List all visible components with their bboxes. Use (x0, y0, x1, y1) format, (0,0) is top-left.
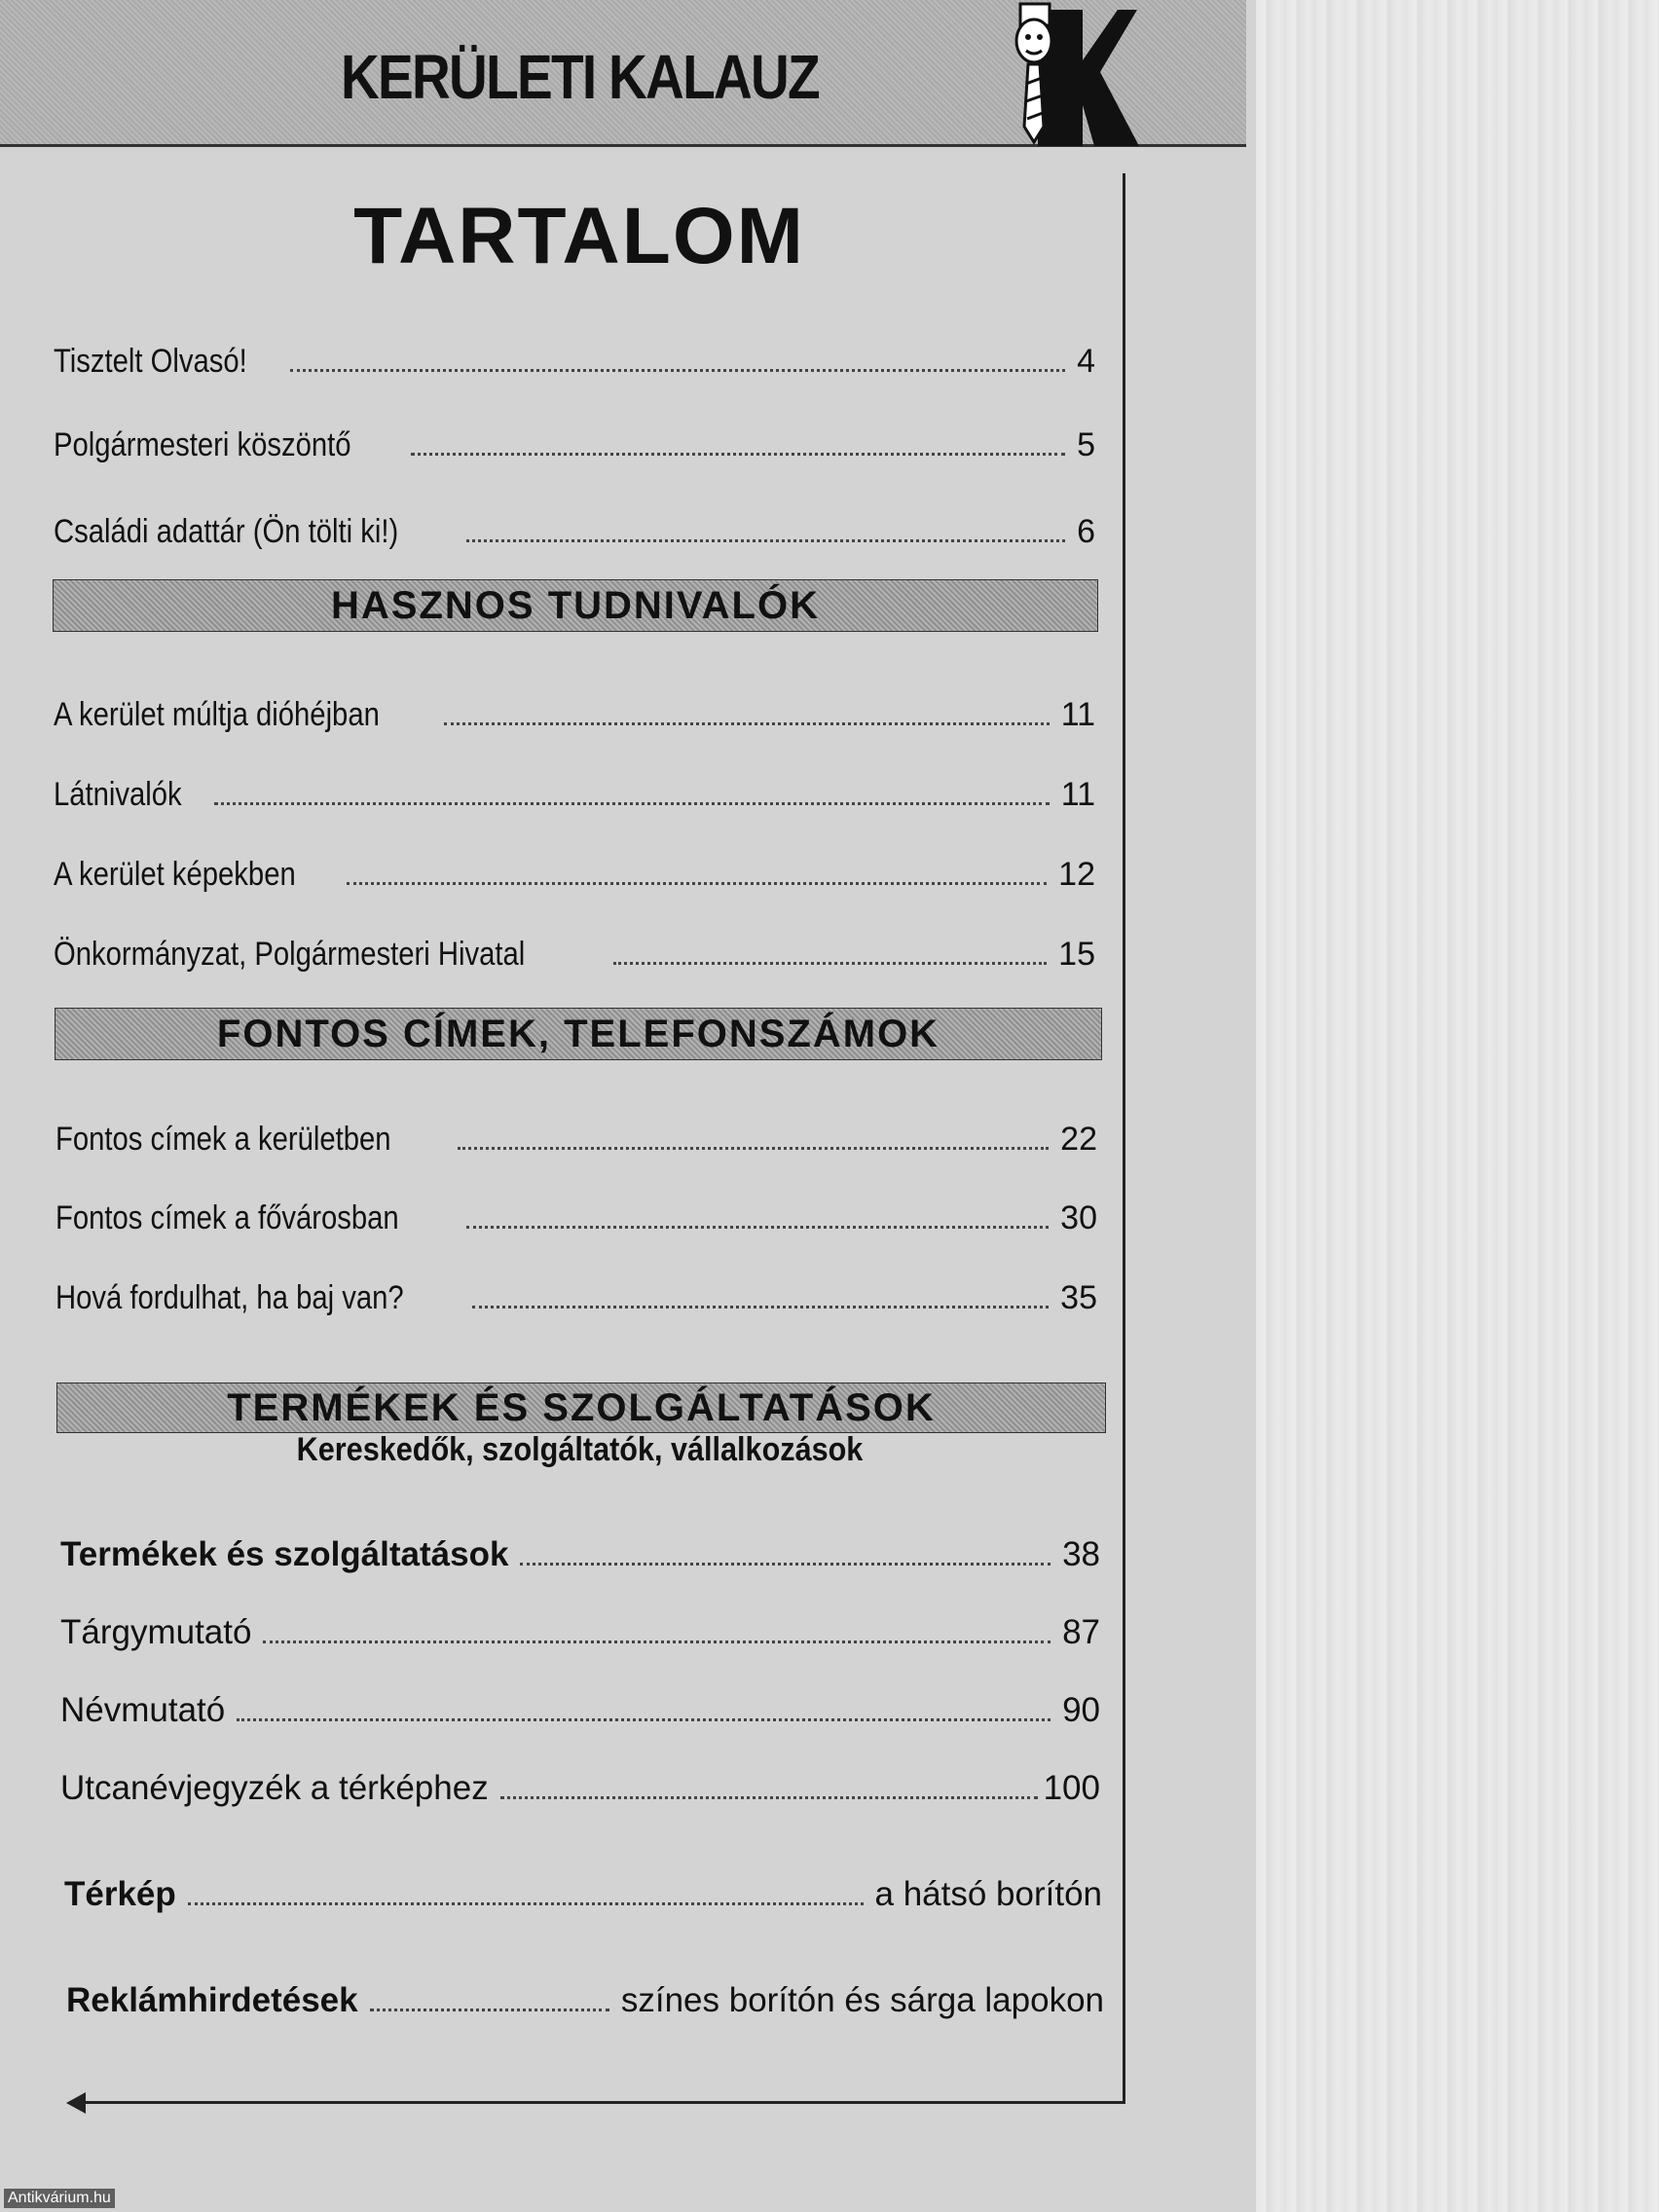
toc-entry-page: 87 (1062, 1613, 1100, 1651)
toc-entry-label: Hová fordulhat, ha baj van? (55, 1279, 404, 1316)
arrow-left-icon (66, 2092, 86, 2114)
toc-entry (54, 936, 1095, 974)
toc-entry-label: Termékek és szolgáltatások (60, 1535, 509, 1573)
frame-line-right (1123, 173, 1125, 2103)
wood-background (1256, 0, 1659, 2212)
dot-leader (370, 2009, 609, 2011)
section-title: HASZNOS TUDNIVALÓK (331, 583, 820, 627)
toc-entry (54, 856, 1095, 894)
toc-entry-label: Tárgymutató (60, 1613, 252, 1651)
toc-entry-label: Tisztelt Olvasó! (54, 343, 247, 380)
toc-entry (54, 426, 1095, 464)
section-header (53, 579, 1098, 632)
dot-leader (263, 1641, 1051, 1643)
dot-leader (237, 1718, 1051, 1721)
dot-leader (458, 1147, 1050, 1150)
toc-entry-label: Fontos címek a kerületben (55, 1121, 391, 1158)
toc-entry-page: 38 (1062, 1535, 1100, 1573)
toc-entry-page: 30 (1060, 1199, 1097, 1236)
toc-entry-label: A kerület képekben (54, 856, 296, 893)
dot-leader (613, 962, 1047, 965)
toc-entry-page: 100 (1043, 1769, 1100, 1807)
section-title: TERMÉKEK ÉS SZOLGÁLTATÁSOK (227, 1385, 936, 1429)
toc-entry-label: Polgármesteri köszöntő (54, 426, 351, 463)
dot-leader (347, 882, 1047, 885)
toc-entry-label: Önkormányzat, Polgármesteri Hivatal (54, 936, 526, 973)
toc-entry-page: 22 (1060, 1121, 1097, 1158)
toc-entry-page: 5 (1077, 426, 1095, 463)
toc-entry-label: Utcanévjegyzék a térképhez (60, 1769, 489, 1807)
toc-entry (60, 1769, 1100, 1808)
toc-entry-page: 11 (1060, 696, 1095, 733)
toc-entry (54, 343, 1095, 381)
dot-leader (472, 1306, 1049, 1309)
toc-entry-label: Fontos címek a fővárosban (55, 1199, 399, 1236)
toc-entry (55, 1199, 1097, 1237)
toc-entry-label: Családi adattár (Ön tölti ki!) (54, 513, 399, 550)
toc-entry-page: színes borítón és sárga lapokon (620, 1981, 1104, 2019)
toc-entry-page: 12 (1058, 856, 1095, 893)
watermark: Antikvárium.hu (4, 2189, 115, 2208)
dot-leader (520, 1563, 1051, 1566)
mascot-letter-k-icon (993, 0, 1139, 154)
toc-entry-page: 35 (1060, 1279, 1097, 1316)
section-header (55, 1008, 1102, 1060)
toc-entry-label: Névmutató (60, 1691, 226, 1729)
section-title: FONTOS CÍMEK, TELEFONSZÁMOK (216, 1012, 940, 1055)
toc-entry (60, 1613, 1100, 1652)
toc-entry-page: 15 (1058, 936, 1095, 973)
header-title: KERÜLETI KALAUZ (341, 42, 819, 112)
toc-entry (60, 1691, 1100, 1730)
toc-entry-label: Látnivalók (54, 776, 182, 813)
toc-entry-page: a hátsó borítón (874, 1875, 1102, 1913)
toc-entry (55, 1279, 1097, 1317)
toc-entry-page: 4 (1077, 343, 1095, 380)
toc-entry (60, 1535, 1100, 1574)
toc-entry (54, 776, 1095, 814)
dot-leader (214, 802, 1050, 805)
toc-entry-label: Térkép (64, 1875, 176, 1913)
toc-entry-label: Reklámhirdetések (66, 1981, 358, 2019)
toc-entry (64, 1875, 1102, 1914)
page-title: TARTALOM (353, 192, 805, 280)
dot-leader (411, 453, 1065, 456)
dot-leader (290, 369, 1065, 372)
dot-leader (500, 1796, 1038, 1799)
toc-entry (66, 1981, 1104, 2020)
toc-entry-page: 6 (1077, 513, 1095, 550)
dot-leader (444, 722, 1049, 725)
section-subtitle: Kereskedők, szolgáltatók, vállalkozások (296, 1431, 864, 1468)
toc-entry (55, 1121, 1097, 1159)
toc-entry-page: 90 (1062, 1691, 1100, 1729)
toc-entry-page: 11 (1060, 776, 1095, 813)
section-header (56, 1382, 1106, 1433)
dot-leader (466, 1226, 1049, 1229)
toc-entry-label: A kerület múltja dióhéjban (54, 696, 380, 733)
toc-entry (54, 513, 1095, 551)
frame-line-bottom (78, 2101, 1125, 2104)
dot-leader (466, 539, 1065, 542)
toc-entry (54, 696, 1095, 734)
dot-leader (188, 1902, 864, 1905)
